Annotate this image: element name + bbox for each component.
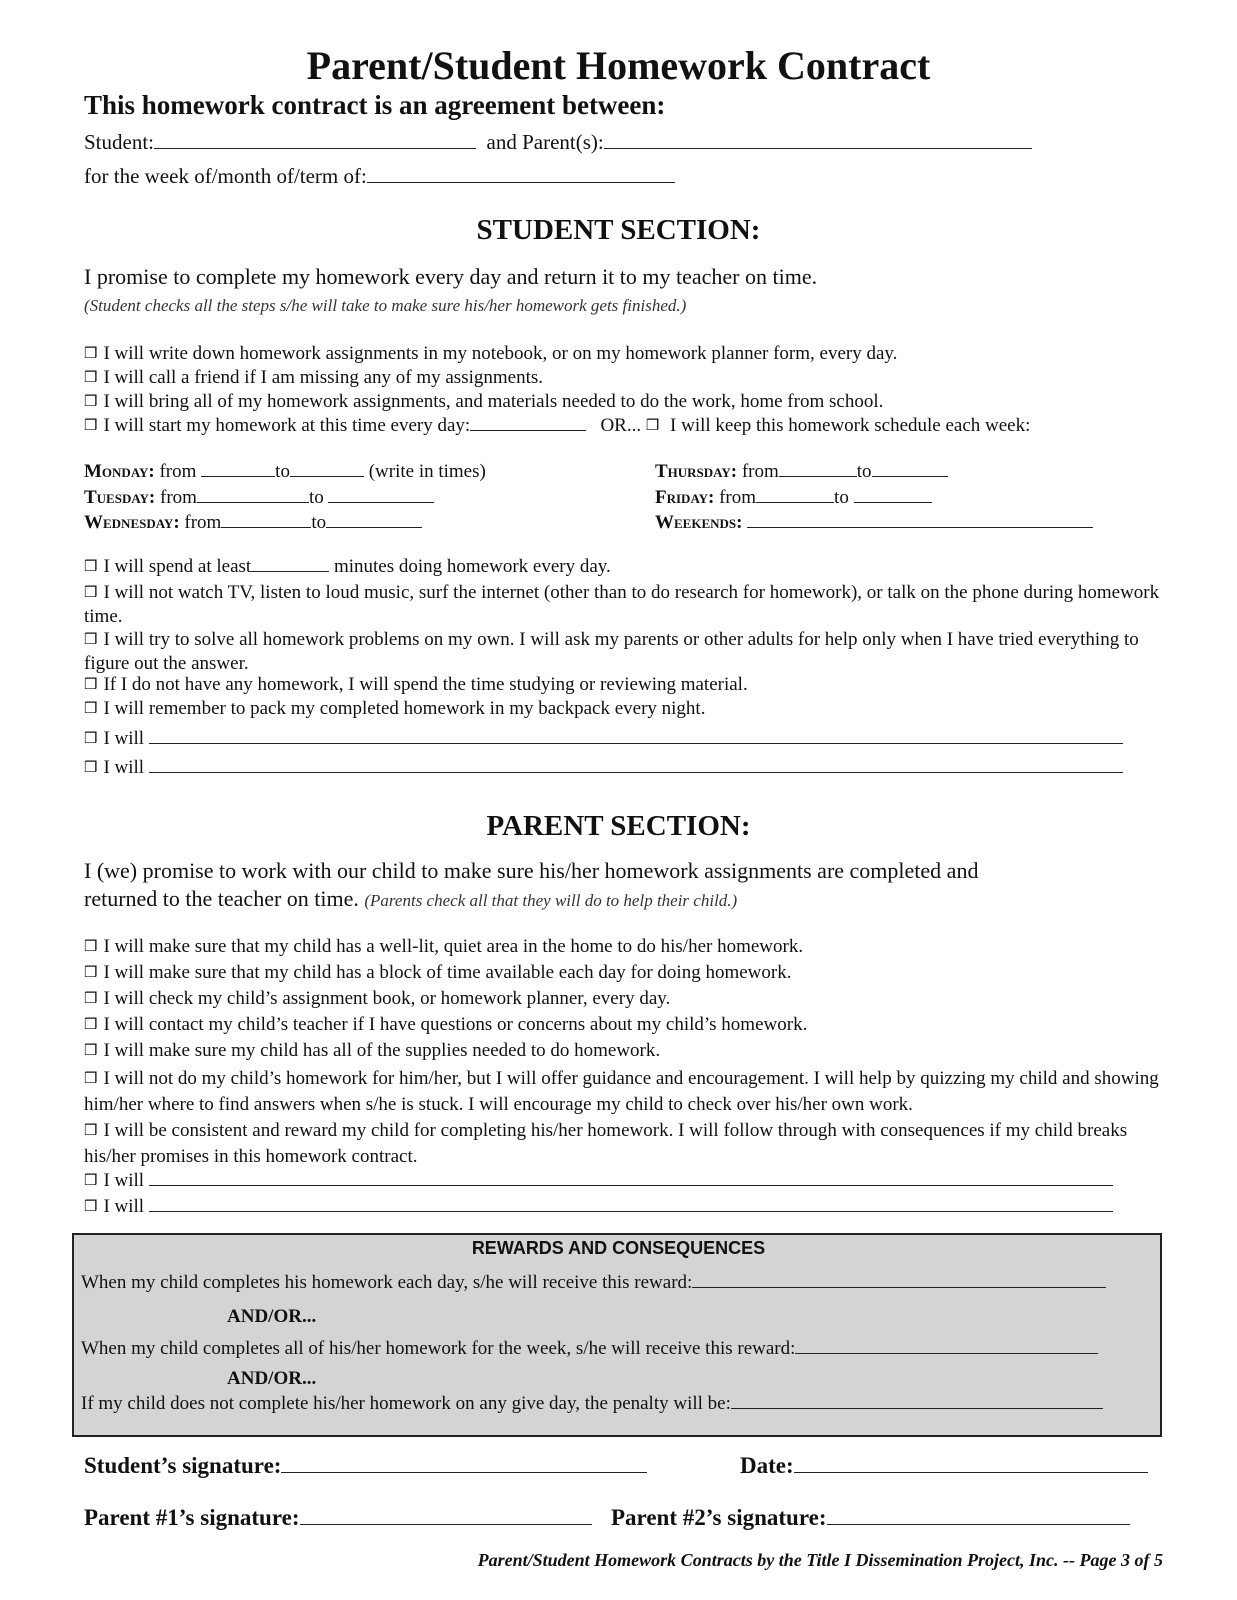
parent-item[interactable]: ❒ I will contact my child’s teacher if I have questions or concerns about my child’s homework.: [84, 1014, 808, 1035]
checkbox-icon[interactable]: ❒: [84, 416, 98, 434]
checkbox-icon[interactable]: ❒: [84, 963, 98, 981]
weekends-field[interactable]: [747, 526, 1093, 528]
thursday-from-field[interactable]: [779, 475, 857, 477]
student-item[interactable]: ❒ If I do not have any homework, I will spend the time studying or reviewing material.: [84, 674, 748, 695]
student-item[interactable]: ❒ I will bring all of my homework assignments, and materials needed to do the work, home from school.: [84, 391, 884, 412]
schedule-weekends: Weekends:: [655, 512, 1093, 534]
checkbox-icon[interactable]: ❒: [84, 675, 98, 693]
start-time-item: ❒ I will start my homework at this time every day: OR... ❒ I will keep this homework schedule each week:: [84, 415, 1031, 436]
agreement-heading: This homework contract is an agreement between:: [84, 90, 666, 120]
penalty-field[interactable]: [731, 1407, 1103, 1409]
daily-reward-row: When my child completes his homework each day, s/he will receive this reward:: [81, 1272, 1106, 1294]
student-custom-item: ❒ I will: [84, 757, 1123, 779]
period-label: for the week of/month of/term of:: [84, 164, 367, 188]
checkbox-icon[interactable]: ❒: [84, 937, 98, 955]
friday-to-field[interactable]: [854, 501, 932, 503]
student-section-heading: STUDENT SECTION:: [476, 214, 761, 246]
start-time-field[interactable]: [470, 429, 586, 431]
parent-item[interactable]: ❒ I will check my child’s assignment book, or homework planner, every day.: [84, 988, 671, 1009]
tuesday-to-field[interactable]: [328, 501, 434, 503]
parent-custom-item: ❒ I will: [84, 1170, 1113, 1192]
parent-item[interactable]: ❒ I will not do my child’s homework for him/her, but I will offer guidance and encouragement. I will help by quizzing my child and showing him/her where to find answers when s/he is stuck. I will encourage my child to check over his/her own work.: [84, 1068, 1159, 1115]
date-field[interactable]: [794, 1471, 1148, 1473]
minutes-item: ❒ I will spend at least minutes doing homework every day.: [84, 556, 611, 577]
student-name-field[interactable]: [154, 147, 476, 149]
parent-item[interactable]: ❒ I will make sure that my child has a block of time available each day for doing homework.: [84, 962, 792, 983]
student-item[interactable]: ❒ I will write down homework assignments in my notebook, or on my homework planner form, every day.: [84, 343, 898, 364]
date-row: Date:: [740, 1453, 1148, 1479]
checkbox-icon[interactable]: ❒: [645, 416, 660, 434]
daily-reward-field[interactable]: [692, 1286, 1106, 1288]
checkbox-icon[interactable]: ❒: [84, 392, 98, 410]
parent-promise-line1: I (we) promise to work with our child to make sure his/her homework assignments are completed and: [84, 858, 979, 883]
weekly-reward-field[interactable]: [795, 1352, 1098, 1354]
student-label: Student:: [84, 130, 155, 154]
checkbox-icon[interactable]: ❒: [84, 368, 98, 386]
student-custom-field[interactable]: [149, 742, 1123, 744]
wednesday-to-field[interactable]: [326, 526, 422, 528]
thursday-to-field[interactable]: [872, 475, 948, 477]
penalty-row: If my child does not complete his/her homework on any give day, the penalty will be:: [81, 1393, 1103, 1415]
page-footer: Parent/Student Homework Contracts by the Title I Dissemination Project, Inc. -- Page 3 of 5: [477, 1550, 1163, 1570]
parent-promise-line2: returned to the teacher on time. (Parents check all that they will do to help their child.): [84, 886, 738, 911]
parent-name-field[interactable]: [604, 147, 1032, 149]
minutes-field[interactable]: [251, 570, 329, 572]
parent-section-heading: PARENT SECTION:: [486, 810, 751, 842]
checkbox-icon[interactable]: ❒: [84, 1015, 98, 1033]
checkbox-icon[interactable]: ❒: [84, 1197, 98, 1215]
schedule-friday: Friday: from to: [655, 487, 932, 509]
parent2-signature-field[interactable]: [827, 1523, 1130, 1525]
checkbox-icon[interactable]: ❒: [84, 1041, 98, 1059]
monday-to-field[interactable]: [290, 475, 364, 477]
weekly-reward-row: When my child completes all of his/her homework for the week, s/he will receive this reward:: [81, 1338, 1098, 1360]
period-field[interactable]: [367, 181, 675, 183]
page-title: Parent/Student Homework Contract: [306, 43, 931, 88]
parent-item[interactable]: ❒ I will make sure my child has all of the supplies needed to do homework.: [84, 1040, 661, 1061]
schedule-thursday: Thursday: from to: [655, 461, 948, 483]
period-row: [84, 164, 675, 189]
andor-label: AND/OR...: [227, 1368, 317, 1389]
schedule-wednesday: Wednesday: from to: [84, 512, 422, 534]
student-signature-row: Student’s signature:: [84, 1453, 647, 1479]
student-item[interactable]: ❒ I will call a friend if I am missing any of my assignments.: [84, 367, 544, 388]
checkbox-icon[interactable]: ❒: [84, 630, 98, 648]
wednesday-from-field[interactable]: [221, 526, 311, 528]
checkbox-icon[interactable]: ❒: [84, 1069, 98, 1087]
friday-from-field[interactable]: [756, 501, 834, 503]
student-custom-field[interactable]: [149, 771, 1123, 773]
tuesday-from-field[interactable]: [197, 501, 309, 503]
parent1-signature-row: Parent #1’s signature:: [84, 1505, 592, 1531]
student-item[interactable]: ❒ I will not watch TV, listen to loud music, surf the internet (other than to do research for homework), or talk on the phone during homework time.: [84, 582, 1160, 627]
parent2-signature-row: Parent #2’s signature:: [611, 1505, 1130, 1531]
monday-from-field[interactable]: [201, 475, 275, 477]
parent-custom-field[interactable]: [149, 1210, 1113, 1212]
checkbox-icon[interactable]: ❒: [84, 729, 98, 747]
student-item[interactable]: ❒ I will try to solve all homework problems on my own. I will ask my parents or other adults for help only when I have tried everything to figure out the answer.: [84, 629, 1139, 674]
student-instruction: (Student checks all the steps s/he will take to make sure his/her homework gets finished.): [84, 296, 687, 315]
parent-custom-field[interactable]: [149, 1184, 1113, 1186]
checkbox-icon[interactable]: ❒: [84, 1121, 98, 1139]
schedule-monday: Monday: from to (write in times): [84, 461, 486, 482]
parent-item[interactable]: ❒ I will make sure that my child has a well-lit, quiet area in the home to do his/her homework.: [84, 936, 804, 957]
names-row: [84, 130, 1032, 155]
rewards-heading: REWARDS AND CONSEQUENCES: [471, 1238, 766, 1258]
parent1-signature-field[interactable]: [300, 1523, 592, 1525]
student-signature-field[interactable]: [281, 1471, 647, 1473]
checkbox-icon[interactable]: ❒: [84, 583, 98, 601]
student-item[interactable]: ❒ I will remember to pack my completed homework in my backpack every night.: [84, 698, 706, 719]
checkbox-icon[interactable]: ❒: [84, 699, 98, 717]
checkbox-icon[interactable]: ❒: [84, 989, 98, 1007]
schedule-tuesday: Tuesday: from to: [84, 487, 434, 509]
checkbox-icon[interactable]: ❒: [84, 758, 98, 776]
student-promise: I promise to complete my homework every day and return it to my teacher on time.: [84, 264, 818, 289]
andor-label: AND/OR...: [227, 1306, 317, 1327]
checkbox-icon[interactable]: ❒: [84, 1171, 98, 1189]
parent-item[interactable]: ❒ I will be consistent and reward my child for completing his/her homework. I will follow through with consequences if my child breaks his/her promises in this homework contract.: [84, 1120, 1128, 1167]
parent-label: and Parent(s):: [486, 130, 604, 154]
student-custom-item: ❒ I will: [84, 728, 1123, 750]
checkbox-icon[interactable]: ❒: [84, 557, 98, 575]
parent-custom-item: ❒ I will: [84, 1196, 1113, 1218]
checkbox-icon[interactable]: ❒: [84, 344, 98, 362]
